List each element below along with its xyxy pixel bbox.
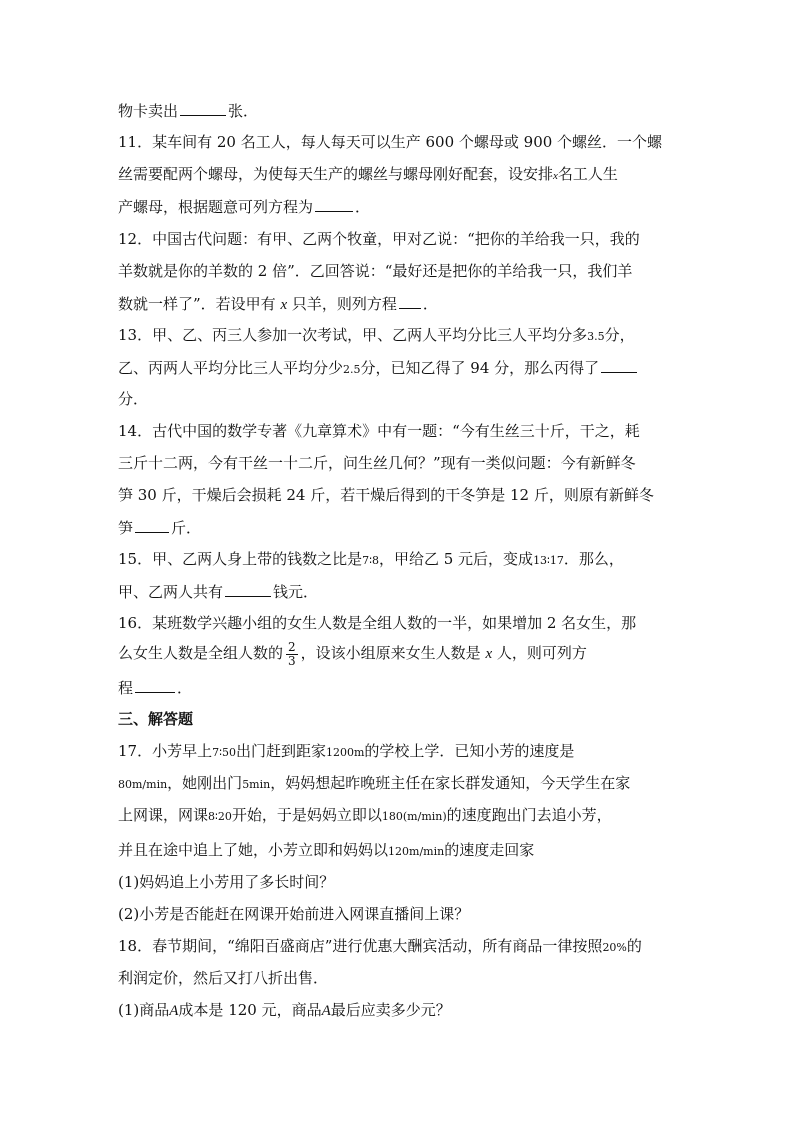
line-q15-2 bbox=[118, 581, 318, 602]
percent: 20% bbox=[602, 941, 627, 954]
text: 产螺母，根据题意可列方程为 bbox=[118, 198, 314, 216]
line-q16-2 bbox=[118, 638, 587, 669]
text: 乙、丙两人平均分比三人平均分少 bbox=[118, 359, 344, 377]
text: ，妈妈想起昨晚班主任在家长群发通知，今天学生在家 bbox=[270, 774, 631, 792]
text: 分． bbox=[118, 390, 149, 408]
line-q14-1 bbox=[118, 421, 640, 441]
answer-blank[interactable] bbox=[315, 196, 353, 212]
variable: x bbox=[553, 170, 558, 182]
text: ，她刚出门 bbox=[167, 774, 243, 792]
answer-blank[interactable] bbox=[601, 357, 637, 373]
text: 上网课，网课 bbox=[118, 806, 209, 824]
text: 的学校上学．已知小芳的速度是 bbox=[364, 742, 575, 760]
distance: 1200m bbox=[325, 746, 365, 759]
text: 程 bbox=[118, 679, 134, 697]
text: 斤． bbox=[171, 519, 202, 537]
line-q12-1 bbox=[118, 229, 640, 249]
text: 的速度走回家 bbox=[444, 841, 535, 859]
text: ．那么， bbox=[563, 550, 624, 568]
text: 钱元． bbox=[273, 583, 319, 601]
answer-blank[interactable] bbox=[180, 100, 226, 116]
text: 笋 30 斤，干燥后会损耗 24 斤，若干燥后得到的干冬笋是 12 斤，则原有新鲜冬 bbox=[118, 486, 654, 504]
line-q14-4 bbox=[118, 517, 201, 538]
speed: 120m/min bbox=[388, 845, 445, 858]
text: 17．小芳早上 bbox=[118, 742, 213, 760]
text: 18．春节期间，“绵阳百盛商店”进行优惠大酬宾活动，所有商品一律按照 bbox=[118, 937, 603, 955]
text: ． bbox=[177, 679, 193, 697]
text: 羊数就是你的羊数的 2 倍”．乙回答说：“最好还是把你的羊给我一只，我们羊 bbox=[118, 262, 633, 280]
variable: A bbox=[321, 1003, 331, 1019]
text: 出门赶到距家 bbox=[235, 742, 326, 760]
line-q16-3 bbox=[118, 677, 192, 698]
line-q12-2 bbox=[118, 261, 632, 281]
text: ． bbox=[422, 295, 438, 313]
text: 甲、乙两人共有 bbox=[118, 583, 224, 601]
text: 物卡卖出 bbox=[118, 102, 179, 120]
text: 丝需要配两个螺母，为使每天生产的螺丝与螺母刚好配套，设安排 bbox=[118, 165, 554, 183]
answer-blank[interactable] bbox=[399, 293, 421, 309]
text: 人，则可列方 bbox=[496, 644, 587, 662]
line-q16-1 bbox=[118, 613, 636, 633]
time: 5min bbox=[242, 778, 271, 791]
text: 成本是 120 元，商品 bbox=[178, 1001, 322, 1019]
text: ，甲给乙 5 元后，变成 bbox=[378, 550, 534, 568]
text: ． bbox=[355, 198, 371, 216]
time: 8∶20 bbox=[208, 810, 232, 823]
line-q14-3 bbox=[118, 485, 654, 505]
speed: 180(m/min) bbox=[381, 810, 447, 823]
text: 最后应卖多少元？ bbox=[330, 1001, 451, 1019]
section-heading: 三、解答题 bbox=[118, 710, 194, 728]
text: 15．甲、乙两人身上带的钱数之比是 bbox=[118, 550, 363, 568]
number: 2.5 bbox=[343, 363, 361, 376]
text: (1)妈妈追上小芳用了多长时间？ bbox=[118, 873, 335, 891]
text: 12．中国古代问题：有甲、乙两个牧童，甲对乙说：“把你的羊给我一只，我的 bbox=[118, 230, 640, 248]
line-q17-part1 bbox=[118, 872, 334, 892]
text: 么女生人数是全组人数的 bbox=[118, 644, 284, 662]
line-q12-3 bbox=[118, 293, 438, 315]
line-q17-2 bbox=[118, 773, 630, 795]
line-q13-1 bbox=[118, 325, 635, 347]
fraction bbox=[286, 641, 298, 668]
line-q14-2 bbox=[118, 453, 636, 473]
text: 名工人生 bbox=[557, 165, 618, 183]
variable: x bbox=[485, 646, 493, 662]
variable: x bbox=[280, 297, 288, 313]
text: 并且在途中追上了她，小芳立即和妈妈以 bbox=[118, 841, 389, 859]
line-q18-1 bbox=[118, 936, 642, 958]
text: 11．某车间有 20 名工人，每人每天可以生产 600 个螺母或 900 个螺丝．一个螺 bbox=[118, 133, 663, 151]
speed: 80m/min bbox=[118, 778, 168, 791]
text: 的 bbox=[626, 937, 642, 955]
text: 的速度跑出门去追小芳， bbox=[446, 806, 612, 824]
variable: A bbox=[169, 1003, 179, 1019]
text: 笋 bbox=[118, 519, 134, 537]
text: (1)商品 bbox=[118, 1001, 170, 1019]
line-q17-4 bbox=[118, 840, 534, 862]
time: 7∶50 bbox=[212, 746, 236, 759]
ratio: 13∶17 bbox=[533, 554, 564, 567]
text: 13．甲、乙、丙三人参加一次考试，甲、乙两人平均分比三人平均分多 bbox=[118, 326, 588, 344]
text: 利润定价，然后又打八折出售． bbox=[118, 969, 329, 987]
line-q17-3 bbox=[118, 805, 612, 827]
text: 16．某班数学兴趣小组的女生人数是全组人数的一半，如果增加 2 名女生，那 bbox=[118, 614, 637, 632]
line-q13-3 bbox=[118, 389, 148, 409]
text: 数就一样了”．若设甲有 bbox=[118, 295, 276, 313]
text: 分， bbox=[604, 326, 635, 344]
text: 张． bbox=[228, 102, 259, 120]
ratio: 7∶8 bbox=[362, 554, 379, 567]
line-q11-3 bbox=[118, 196, 370, 217]
line-q18-part1 bbox=[118, 1000, 451, 1021]
text: 14．古代中国的数学专著《九章算术》中有一题：“今有生丝三十斤，干之，耗 bbox=[118, 422, 640, 440]
text: 开始，于是妈妈立即以 bbox=[231, 806, 382, 824]
line-q17-part2 bbox=[118, 904, 469, 924]
fraction-denominator: 3 bbox=[288, 653, 296, 668]
line-q17-1 bbox=[118, 741, 574, 763]
answer-blank[interactable] bbox=[225, 581, 271, 597]
answer-blank[interactable] bbox=[135, 517, 169, 533]
text: 分，已知乙得了 94 分，那么丙得了 bbox=[360, 359, 600, 377]
line-q11-2 bbox=[118, 164, 618, 186]
line-q13-2 bbox=[118, 357, 639, 380]
line-q15-1 bbox=[118, 549, 624, 571]
line-q18-2 bbox=[118, 968, 328, 988]
answer-blank[interactable] bbox=[135, 677, 175, 693]
line-1 bbox=[118, 100, 258, 121]
text: ，设该小组原来女生人数是 bbox=[300, 644, 481, 662]
text: 三斤十二两，今有干丝一十二斤，问生丝几何？”现有一类似问题：今有新鲜冬 bbox=[118, 454, 636, 472]
text: 只羊，则列方程 bbox=[291, 295, 397, 313]
text: (2)小芳是否能赶在网课开始前进入网课直播间上课？ bbox=[118, 905, 470, 923]
number: 3.5 bbox=[587, 330, 605, 343]
line-q11-1 bbox=[118, 132, 662, 152]
fraction-numerator: 2 bbox=[288, 639, 296, 654]
